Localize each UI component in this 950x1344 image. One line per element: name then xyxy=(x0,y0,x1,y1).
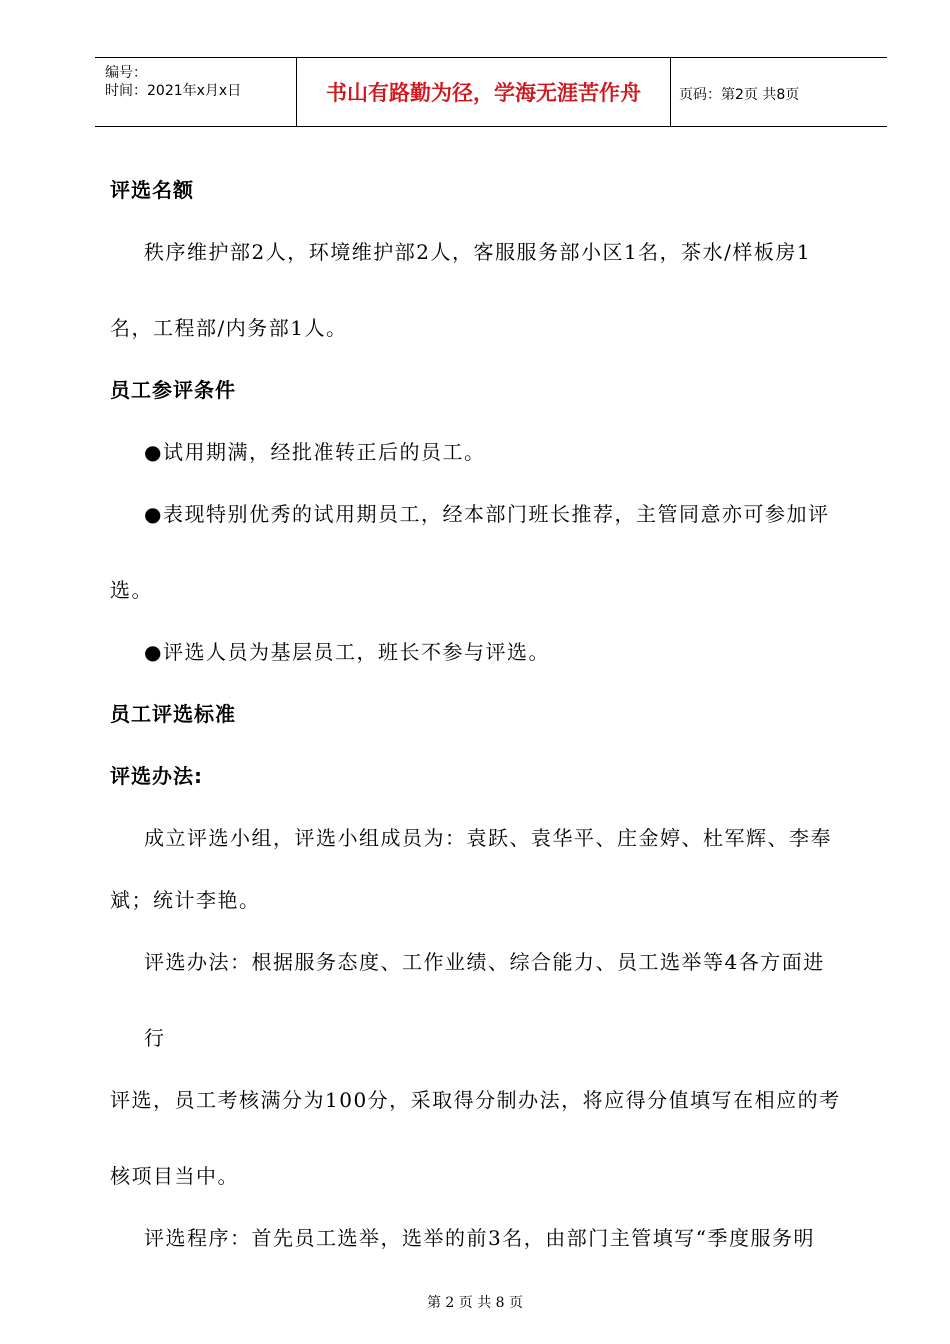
heading-method: 评选办法: xyxy=(110,764,203,788)
heading-quota: 评选名额 xyxy=(110,178,194,202)
paragraph-method-line1: 评选办法：根据服务态度、工作业绩、综合能力、员工选举等4各方面进 xyxy=(144,950,825,974)
heading-eligibility: 员工参评条件 xyxy=(110,378,236,402)
paragraph-committee-line1: 成立评选小组，评选小组成员为：袁跃、袁华平、庄金婷、杜军辉、李奉 xyxy=(144,826,832,850)
header-page-number: 页码：第2页 共8页 xyxy=(679,87,800,103)
paragraph-committee-line2: 斌；统计李艳。 xyxy=(110,888,261,912)
bullet-eligibility-1: ●试用期满，经批准转正后的员工。 xyxy=(144,440,486,464)
paragraph-quota-line2: 名，工程部/内务部1人。 xyxy=(110,316,348,340)
bullet-eligibility-2-line2: 选。 xyxy=(110,578,153,602)
paragraph-quota-line1: 秩序维护部2人，环境维护部2人，客服服务部小区1名，茶水/样板房1 xyxy=(144,240,812,264)
heading-standards: 员工评选标准 xyxy=(110,702,236,726)
header-number: 编号： xyxy=(105,65,147,81)
paragraph-method-line2: 行 xyxy=(144,1026,166,1050)
header-meta-cell xyxy=(95,58,297,126)
paragraph-method-line3: 评选，员工考核满分为100分，采取得分制办法，将应得分值填写在相应的考 xyxy=(110,1088,841,1112)
header-motto: 书山有路勤为径，学海无涯苦作舟 xyxy=(297,58,671,126)
page-footer: 第 2 页 共 8 页 xyxy=(426,1295,524,1311)
paragraph-procedure-line1: 评选程序：首先员工选举，选举的前3名，由部门主管填写“季度服务明 xyxy=(144,1226,815,1250)
paragraph-method-line4: 核项目当中。 xyxy=(110,1164,239,1188)
header-date: 时间：2021年x月x日 xyxy=(105,83,242,99)
bullet-eligibility-3: ●评选人员为基层员工，班长不参与评选。 xyxy=(144,640,550,664)
bullet-eligibility-2-line1: ●表现特别优秀的试用期员工，经本部门班长推荐，主管同意亦可参加评 xyxy=(144,502,830,526)
page-header xyxy=(95,57,887,127)
